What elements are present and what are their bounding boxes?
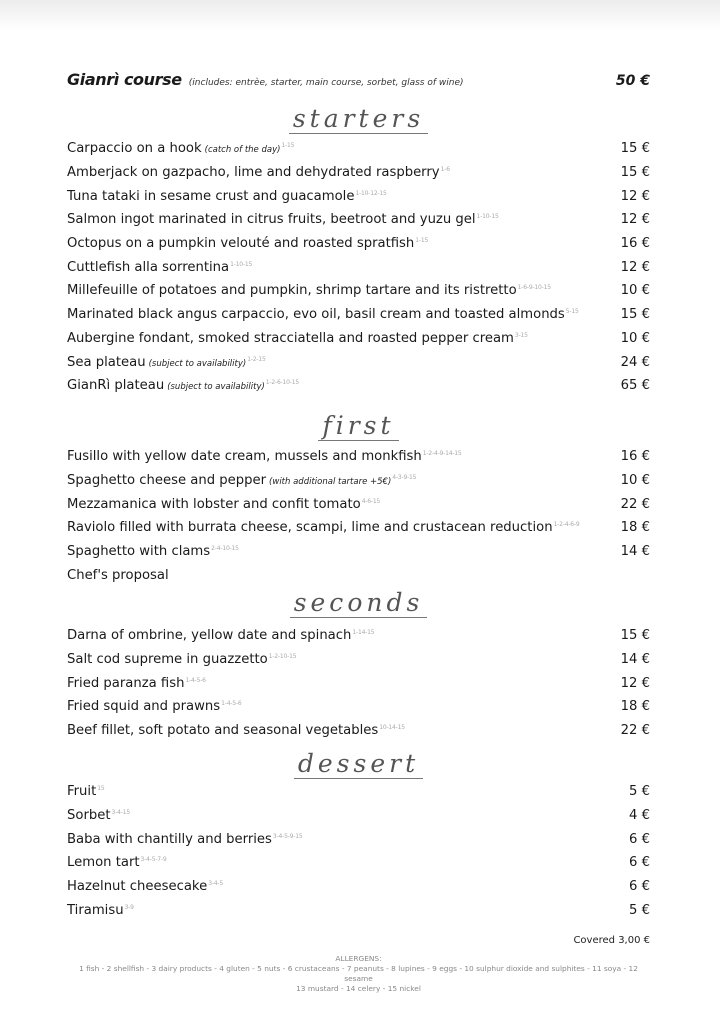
menu-item-allergens: 3-15 (514, 331, 528, 339)
menu-item-name: Sorbet (67, 808, 111, 824)
menu-item-name: Fusillo with yellow date cream, mussels and monkfish (67, 449, 422, 465)
menu-item (67, 327, 650, 351)
menu-item (67, 255, 650, 279)
menu-item-description (67, 497, 380, 512)
menu-item-price: 18 € (620, 520, 650, 536)
menu-item-price: 22 € (620, 496, 650, 512)
cover-charge-label: Covered (573, 935, 615, 946)
menu-item-name: Raviolo filled with burrata cheese, scampi, lime and crustacean reduction (67, 520, 553, 536)
menu-item-allergens: 1-2-15 (247, 355, 266, 363)
menu-item-name: Fruit (67, 784, 97, 800)
menu-item (67, 875, 650, 899)
menu-item-allergens: 1-2-6-10-15 (265, 379, 299, 387)
menu-item (67, 303, 650, 327)
menu-item (67, 469, 650, 493)
menu-item (67, 827, 650, 851)
menu-item-price: 6 € (629, 855, 650, 871)
course-row (67, 70, 650, 89)
menu-item-allergens: 1-6-9-10-15 (517, 284, 551, 292)
menu-item-note: (subject to availability) (148, 358, 247, 369)
menu-item-price: 18 € (620, 699, 650, 715)
menu-item-name: Carpaccio on a hook (67, 141, 202, 157)
menu-item-description (67, 832, 302, 847)
allergens-line-2: 13 mustard - 14 celery - 15 nickel (296, 984, 421, 993)
menu-item (67, 137, 650, 161)
menu-item-price: 24 € (620, 354, 650, 370)
menu-item-allergens: 4-6-15 (361, 497, 381, 505)
menu-item-name: Sea plateau (67, 354, 146, 370)
menu-item-allergens: 3-9 (124, 903, 134, 911)
menu-item-name: Octopus on a pumpkin velouté and roasted spratfish (67, 236, 415, 252)
course-title: Gianrì course (67, 70, 182, 89)
menu-item-description (67, 449, 462, 464)
menu-item-description (67, 808, 130, 823)
menu-item-name: Darna of ombrine, yellow date and spinach (67, 628, 352, 644)
menu-item-name: Amberjack on gazpacho, lime and dehydrated raspberry (67, 165, 440, 181)
menu-item-description (67, 676, 206, 691)
menu-item-price: 12 € (620, 259, 650, 275)
menu-item-description (67, 699, 241, 714)
menu-item (67, 540, 650, 564)
menu-item-price: 16 € (620, 236, 650, 252)
menu-item-description (67, 903, 134, 918)
menu-item-name: Millefeuille of potatoes and pumpkin, shrimp tartare and its ristretto (67, 283, 517, 299)
menu-item-name: Mezzamanica with lobster and confit tomato (67, 496, 361, 512)
menu-item (67, 780, 650, 804)
menu-item-allergens: 1-14-15 (352, 629, 375, 637)
menu-item-price: 12 € (620, 675, 650, 691)
menu-item-allergens: 1-2-4-6-9 (553, 521, 580, 529)
menu-item (67, 648, 650, 672)
menu-item-name: Cuttlefish alla sorrentina (67, 259, 230, 275)
menu-item-allergens: 5-15 (565, 308, 579, 316)
menu-item-description (67, 236, 428, 251)
menu-item-description (67, 473, 416, 488)
menu-item-price: 15 € (620, 307, 650, 323)
menu-item-note: (catch of the day) (204, 145, 281, 156)
menu-item-name: Hazelnut cheesecake (67, 879, 208, 895)
menu-item (67, 804, 650, 828)
menu-item-allergens: 1-15 (415, 237, 429, 245)
menu-item-price: 6 € (629, 831, 650, 847)
menu-item-description (67, 628, 374, 643)
allergens-line-1: 1 fish - 2 shellfish - 3 dairy products - 4 gluten - 5 nuts - 6 crustaceans - 7 peanuts - 8 lupines - 9 eggs - 10 sulphur dioxide and sulphites - 11 soya - 12 sesame (79, 964, 638, 983)
menu-item-description (67, 879, 223, 894)
menu-item-price: 15 € (620, 628, 650, 644)
menu-item (67, 719, 650, 743)
section-list-first (67, 445, 650, 587)
menu-item-allergens: 10-14-15 (379, 724, 405, 732)
menu-item-description (67, 652, 296, 667)
menu-item-description (67, 212, 499, 227)
menu-item-price: 15 € (620, 141, 650, 157)
menu-item-allergens: 1-2-4-9-14-15 (422, 450, 462, 458)
menu-item (67, 279, 650, 303)
cover-charge-price: 3,00 € (618, 935, 650, 946)
menu-item (67, 232, 650, 256)
top-shadow (0, 0, 720, 30)
menu-item-description (67, 189, 387, 204)
menu-item-name: Marinated black angus carpaccio, evo oil, basil cream and toasted almonds (67, 307, 565, 323)
menu-item-allergens: 1-15 (281, 142, 295, 150)
menu-item-allergens: 1-4-5-6 (221, 700, 242, 708)
allergens-title: ALLERGENS: (335, 954, 382, 963)
menu-item-description (67, 784, 105, 799)
menu-item-price: 16 € (620, 449, 650, 465)
menu-item-price: 12 € (620, 212, 650, 228)
menu-item-note: (subject to availability) (167, 382, 265, 393)
menu-item-description (67, 307, 579, 322)
menu-item-allergens: 3-4-5-7-9 (140, 856, 167, 864)
menu-item-description (67, 260, 252, 275)
menu-item-allergens: 1-10-12-15 (355, 189, 387, 197)
menu-item (67, 624, 650, 648)
menu-item-price: 12 € (620, 188, 650, 204)
menu-item-description (67, 544, 239, 559)
course-price: 50 € (615, 73, 650, 89)
menu-item-name: Tuna tataki in sesame crust and guacamole (67, 188, 355, 204)
menu-item-allergens: 1-10-15 (230, 260, 253, 268)
cover-charge (573, 935, 650, 946)
menu-item-price: 5 € (629, 902, 650, 918)
menu-item-name: Aubergine fondant, smoked stracciatella and roasted pepper cream (67, 330, 514, 346)
menu-item (67, 898, 650, 922)
menu-item-price: 10 € (620, 473, 650, 489)
menu-item-name: Chef's proposal (67, 567, 169, 583)
section-list-dessert (67, 780, 650, 922)
menu-item (67, 445, 650, 469)
menu-item (67, 350, 650, 374)
course-title-group (67, 70, 464, 89)
menu-item-name: Fried squid and prawns (67, 699, 221, 715)
menu-item-allergens: 1-4-5-6 (185, 676, 206, 684)
menu-item-price: 10 € (620, 283, 650, 299)
menu-item-price: 22 € (620, 723, 650, 739)
allergens-legend (67, 954, 650, 994)
menu-item-note: (with additional tartare +5€) (269, 477, 392, 488)
menu-item-price: 4 € (629, 808, 650, 824)
menu-item (67, 563, 650, 587)
menu-item-description (67, 855, 167, 870)
menu-item-name: Spaghetto with clams (67, 544, 211, 560)
menu-item-price: 14 € (620, 544, 650, 560)
menu-item-allergens: 3-4-5 (208, 880, 224, 888)
menu-item-name: GianRì plateau (67, 378, 165, 394)
menu-item-allergens: 1-10-15 (476, 213, 499, 221)
menu-item-description (67, 568, 169, 583)
section-list-starters (67, 137, 650, 398)
menu-item (67, 671, 650, 695)
section-heading-dessert: dessert (67, 749, 650, 779)
menu-item-price: 10 € (620, 330, 650, 346)
menu-item-price: 6 € (629, 879, 650, 895)
menu-item-allergens: 2-4-10-15 (211, 545, 239, 553)
menu-item-allergens: 1-2-10-15 (268, 653, 297, 661)
menu-item (67, 851, 650, 875)
menu-item (67, 184, 650, 208)
menu-item (67, 516, 650, 540)
menu-item-name: Spaghetto cheese and pepper (67, 473, 267, 489)
menu-item-description (67, 165, 450, 180)
menu-item-description (67, 355, 266, 370)
menu-item-description (67, 283, 551, 298)
menu-item-name: Salmon ingot marinated in citrus fruits, beetroot and yuzu gel (67, 212, 476, 228)
menu-item-description (67, 520, 580, 535)
menu-item-allergens: 15 (97, 785, 105, 793)
menu-item (67, 208, 650, 232)
menu-item-name: Lemon tart (67, 855, 140, 871)
menu-item-allergens: 3-4-5-9-15 (272, 832, 303, 840)
menu-item (67, 695, 650, 719)
menu-item-price: 15 € (620, 165, 650, 181)
menu-item-price: 65 € (620, 378, 650, 394)
menu-item-name: Salt cod supreme in guazzetto (67, 652, 268, 668)
menu-item-description (67, 378, 299, 393)
menu-item-allergens: 1-6 (440, 166, 450, 174)
menu-item-price: 5 € (629, 784, 650, 800)
menu-item-name: Beef fillet, soft potato and seasonal vegetables (67, 723, 379, 739)
menu-item-description (67, 723, 405, 738)
menu-item-price: 14 € (620, 652, 650, 668)
section-heading-seconds: seconds (67, 588, 650, 618)
section-heading-starters: starters (67, 104, 650, 134)
menu-item-description (67, 141, 294, 156)
menu-item (67, 161, 650, 185)
menu-item-name: Tiramisu (67, 902, 124, 918)
section-heading-first: first (67, 411, 650, 441)
menu-item (67, 374, 650, 398)
menu-item-name: Baba with chantilly and berries (67, 831, 272, 847)
menu-item-allergens: 3-4-15 (111, 809, 130, 817)
menu-item (67, 492, 650, 516)
course-note: (includes: entrèe, starter, main course, sorbet, glass of wine) (188, 78, 464, 88)
menu-item-allergens: 4-3-9-15 (392, 474, 417, 482)
menu-item-description (67, 331, 528, 346)
section-list-seconds (67, 624, 650, 742)
menu-item-name: Fried paranza fish (67, 675, 185, 691)
